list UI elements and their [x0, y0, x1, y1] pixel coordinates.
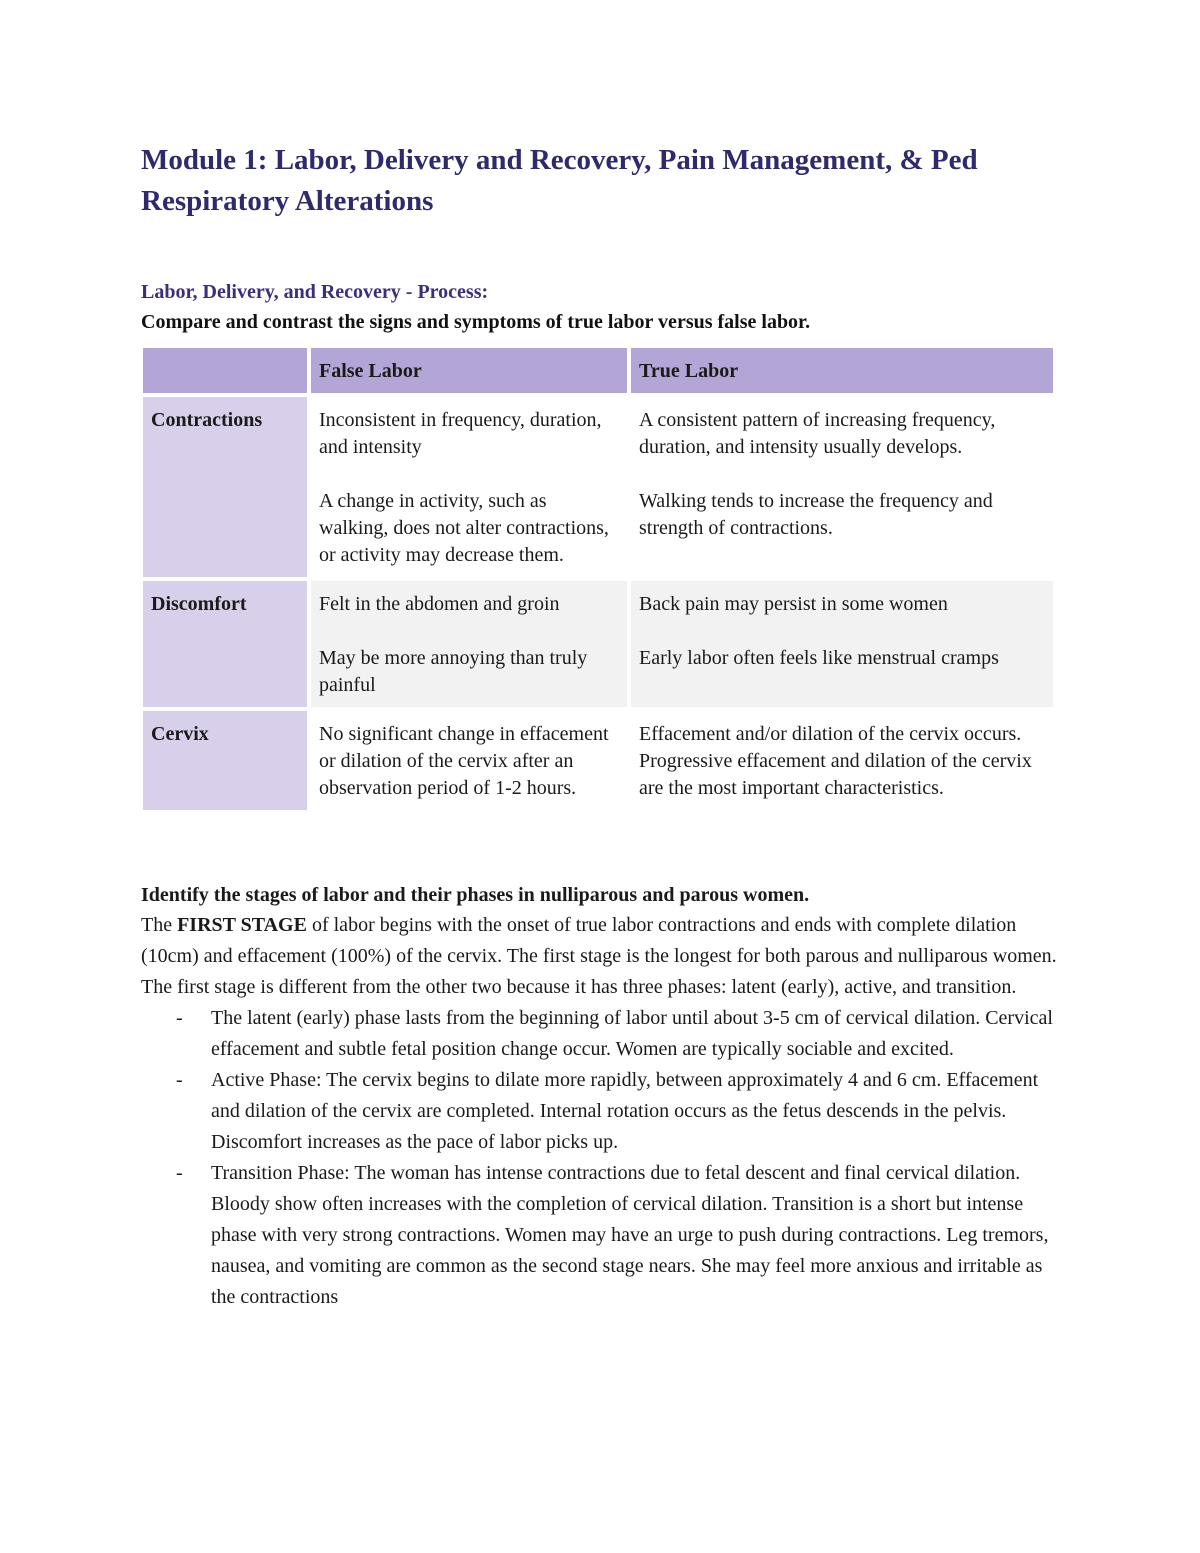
labor-comparison-table: [139, 344, 1057, 814]
header-empty-cell: [143, 348, 307, 393]
table-row-discomfort: [143, 581, 1053, 707]
cell-cervix-false: [311, 711, 627, 810]
row-label-cervix: Cervix: [143, 711, 307, 810]
cell-contractions-true: [631, 397, 1053, 577]
row-label-discomfort: Discomfort: [143, 581, 307, 707]
cell-text: No significant change in effacement or dilation of the cervix after an observation period of 1-2 hours.: [319, 723, 609, 799]
first-stage-lead: The: [141, 914, 178, 936]
list-marker: -: [176, 1162, 183, 1184]
cell-discomfort-false: [311, 581, 627, 707]
cell-text: Effacement and/or dilation of the cervix occurs. Progressive effacement and dilation of the cervix are the most important characteristics.: [639, 723, 1032, 799]
cell-text: May be more annoying than truly painful: [319, 647, 588, 696]
list-marker: -: [176, 1007, 183, 1029]
first-stage-text: of labor begins with the onset of true labor contractions and ends with complete dilation (10cm) and effacement (100%) of the cervix. The first stage is the longest for both parous and nulliparous women. The first stage is different from the other two because it has three phases: latent (early), active, and transition.: [141, 914, 1057, 998]
list-item-text: Transition Phase: The woman has intense contractions due to fetal descent and final cervical dilation. Bloody show often increases with the completion of cervical dilation. Transition is a short but intense phase with very strong contractions. Women may have an urge to push during contractions. Leg tremors, nausea, and vomiting are common as the second stage nears. She may feel more anxious and irritable as the contractions: [211, 1162, 1049, 1308]
cell-text: A consistent pattern of increasing frequency, duration, and intensity usually develops.: [639, 409, 996, 458]
cell-cervix-true: [631, 711, 1053, 810]
phases-list: [141, 1003, 1061, 1313]
cell-text: Felt in the abdomen and groin: [319, 593, 560, 615]
list-item-latent-phase: [176, 1003, 1061, 1065]
header-true-labor: True Labor: [631, 348, 1053, 393]
list-marker: -: [176, 1069, 183, 1091]
document-title: Module 1: Labor, Delivery and Recovery, Pain Management, & Ped Respiratory Alterations: [141, 144, 978, 217]
list-item-active-phase: [176, 1065, 1061, 1158]
list-item-text: The latent (early) phase lasts from the beginning of labor until about 3-5 cm of cervical dilation. Cervical effacement and subtle fetal position change occur. Women are typically sociable and excited.: [211, 1007, 1053, 1060]
section-heading: Labor, Delivery, and Recovery - Process:: [141, 281, 489, 303]
table-row-cervix: [143, 711, 1053, 810]
table-header-row: [143, 348, 1053, 393]
stages-heading: Identify the stages of labor and their phases in nulliparous and parous women.: [141, 884, 810, 906]
cell-contractions-false: [311, 397, 627, 577]
compare-prompt: Compare and contrast the signs and symptoms of true labor versus false labor.: [141, 311, 811, 333]
first-stage-paragraph: [141, 910, 1061, 1003]
cell-text: Early labor often feels like menstrual cramps: [639, 647, 999, 669]
cell-discomfort-true: [631, 581, 1053, 707]
list-item-transition-phase: [176, 1158, 1061, 1313]
cell-text: Walking tends to increase the frequency and strength of contractions.: [639, 490, 993, 539]
header-false-labor: False Labor: [311, 348, 627, 393]
table-row-contractions: [143, 397, 1053, 577]
cell-text: Back pain may persist in some women: [639, 593, 948, 615]
list-item-text: Active Phase: The cervix begins to dilate more rapidly, between approximately 4 and 6 cm. Effacement and dilation of the cervix are completed. Internal rotation occurs as the fetus descends in the pelvis. Discomfort increases as the pace of labor picks up.: [211, 1069, 1039, 1153]
first-stage-bold: FIRST STAGE: [177, 914, 307, 936]
row-label-contractions: Contractions: [143, 397, 307, 577]
cell-text: Inconsistent in frequency, duration, and intensity: [319, 409, 602, 458]
document-page: [141, 140, 1061, 1313]
cell-text: A change in activity, such as walking, does not alter contractions, or activity may decrease them.: [319, 490, 609, 566]
